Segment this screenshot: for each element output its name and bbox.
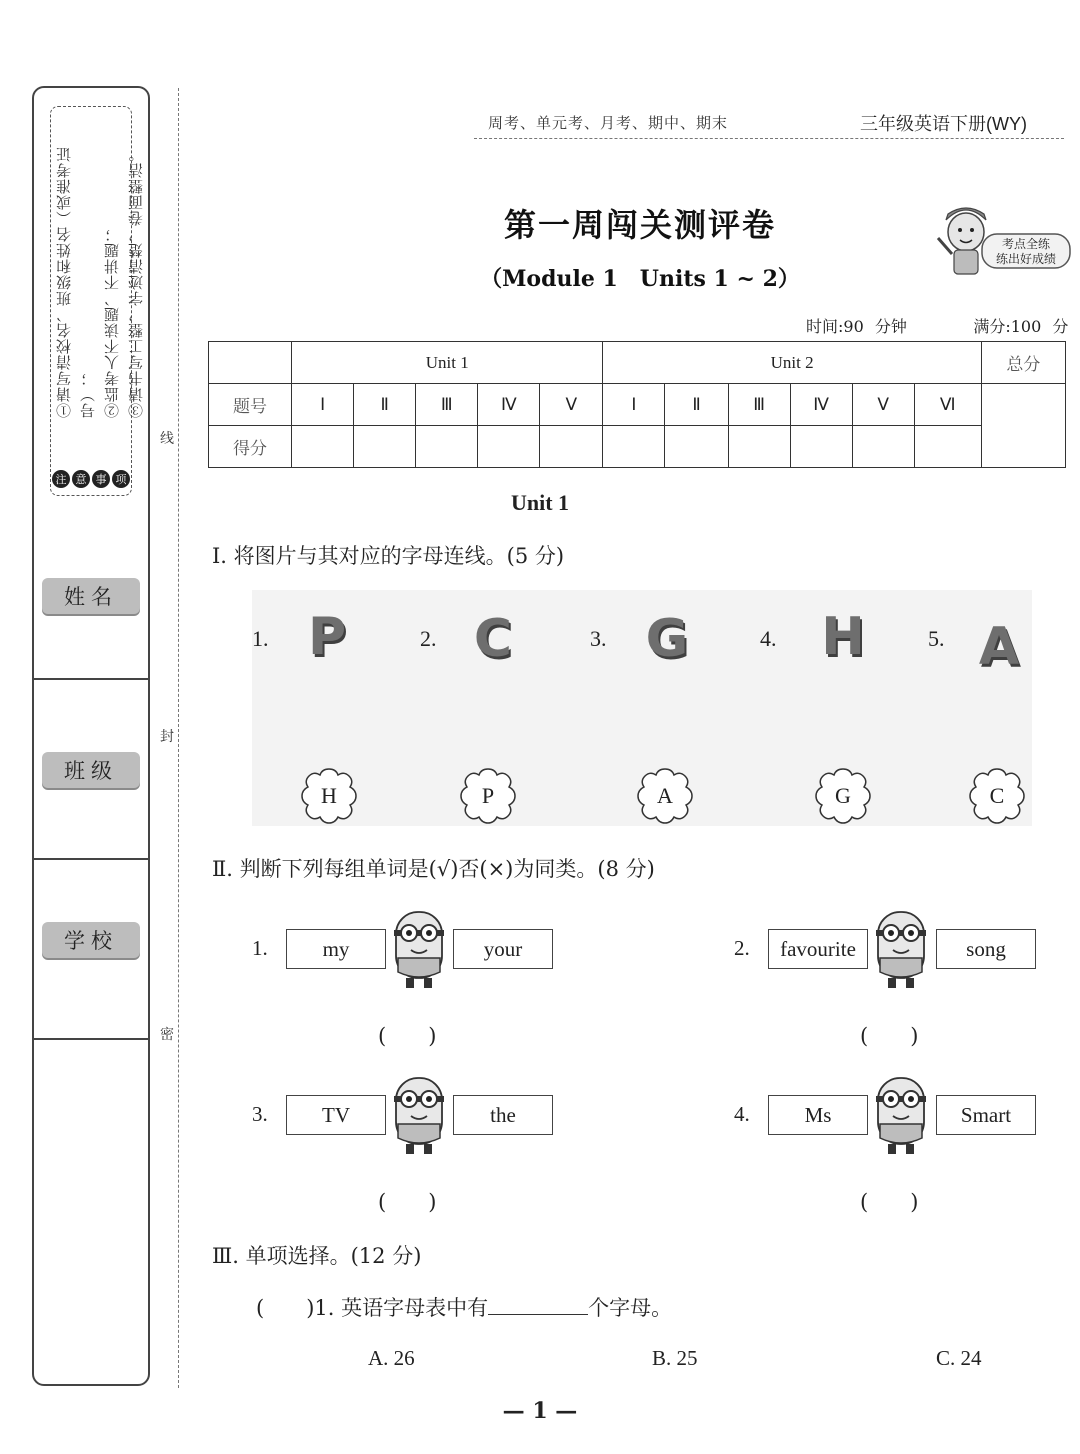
picture-letter-a: A bbox=[978, 617, 1020, 677]
divider bbox=[33, 1038, 149, 1040]
letter-option[interactable]: C bbox=[989, 783, 1005, 808]
name-field-label[interactable]: 姓名 bbox=[42, 578, 140, 614]
question-1-prefix: ( )1. 英语字母表中有 bbox=[256, 1296, 489, 1320]
picture-number: 2. bbox=[420, 626, 437, 651]
score-cell[interactable] bbox=[852, 426, 914, 468]
school-field-label[interactable]: 学校 bbox=[42, 922, 140, 958]
picture-number: 5. bbox=[928, 626, 945, 651]
book-name: 三年级英语下册(WY) bbox=[860, 114, 1027, 134]
picture-number: 4. bbox=[760, 626, 777, 651]
minion-icon bbox=[386, 1072, 452, 1158]
table-header-unit2: Unit 2 bbox=[603, 342, 981, 384]
score-cell[interactable] bbox=[914, 426, 981, 468]
score-cell[interactable] bbox=[665, 426, 728, 468]
cut-mark-seal: 封 bbox=[160, 729, 174, 745]
exam-meta bbox=[806, 314, 1068, 337]
letter-option[interactable]: A bbox=[657, 783, 673, 808]
unit1-question-number: Ⅱ bbox=[354, 384, 416, 426]
notice-text bbox=[52, 118, 145, 418]
minion-icon bbox=[386, 906, 452, 992]
letter-option[interactable]: H bbox=[321, 783, 337, 808]
table-header-total: 总分 bbox=[981, 342, 1065, 384]
unit2-question-number: Ⅱ bbox=[665, 384, 728, 426]
picture-letter-c: C bbox=[473, 609, 513, 669]
unit1-question-number: Ⅴ bbox=[540, 384, 603, 426]
exam-full-score: 满分:100 分 bbox=[973, 317, 1069, 336]
score-cell[interactable] bbox=[416, 426, 478, 468]
exam-time: 时间:90 分钟 bbox=[806, 317, 907, 336]
minion-icon bbox=[868, 1072, 934, 1158]
picture-letter-g: G bbox=[645, 609, 689, 669]
picture-letter-h: H bbox=[821, 607, 865, 667]
answer-parentheses[interactable]: ( ) bbox=[378, 1190, 437, 1214]
option-a[interactable]: A. 26 bbox=[368, 1346, 415, 1370]
mascot-logo bbox=[924, 198, 1074, 280]
unit1-question-number: Ⅲ bbox=[416, 384, 478, 426]
notice-heading-char: 事 bbox=[92, 470, 110, 488]
picture-letter-p: P bbox=[307, 607, 347, 667]
answer-parentheses[interactable]: ( ) bbox=[860, 1190, 919, 1214]
cut-mark-line: 线 bbox=[160, 431, 174, 447]
score-cell[interactable] bbox=[540, 426, 603, 468]
notice-heading-char: 项 bbox=[112, 470, 130, 488]
divider bbox=[33, 678, 149, 680]
score-cell[interactable] bbox=[790, 426, 852, 468]
score-cell[interactable] bbox=[354, 426, 416, 468]
unit2-question-number: Ⅴ bbox=[852, 384, 914, 426]
option-c[interactable]: C. 24 bbox=[936, 1346, 982, 1370]
page-number: — 1 — bbox=[502, 1398, 578, 1424]
word-box: song bbox=[936, 929, 1036, 969]
picture-number: 1. bbox=[252, 626, 269, 651]
part3-title: Ⅲ. 单项选择。(12 分) bbox=[212, 1244, 422, 1268]
item-number: 1. bbox=[252, 936, 268, 960]
word-box: Ms bbox=[768, 1095, 868, 1135]
page-subtitle: （Module 1 Units 1 ~ 2） bbox=[480, 266, 800, 292]
answer-blank[interactable] bbox=[488, 1296, 588, 1315]
part1-title: Ⅰ. 将图片与其对应的字母连线。(5 分) bbox=[212, 544, 565, 568]
mascot-caption-1: 考点全练 bbox=[1001, 237, 1051, 251]
word-box: Smart bbox=[936, 1095, 1036, 1135]
unit1-question-number: Ⅳ bbox=[478, 384, 540, 426]
item-number: 3. bbox=[252, 1102, 268, 1126]
part2-title: Ⅱ. 判断下列每组单词是(√)否(×)为同类。(8 分) bbox=[212, 857, 655, 881]
cut-line bbox=[178, 88, 179, 1388]
header-rule bbox=[474, 138, 1064, 139]
answer-parentheses[interactable]: ( ) bbox=[378, 1024, 437, 1048]
notice-item-3: ③请书写工整，字迹清楚，卷面整洁。 bbox=[127, 146, 145, 418]
unit1-question-number: Ⅰ bbox=[292, 384, 354, 426]
unit2-question-number: Ⅰ bbox=[603, 384, 665, 426]
row-label-question: 题号 bbox=[209, 384, 292, 426]
score-cell[interactable] bbox=[292, 426, 354, 468]
letter-option[interactable]: P bbox=[481, 783, 495, 808]
unit2-question-number: Ⅲ bbox=[728, 384, 790, 426]
class-field-label[interactable]: 班级 bbox=[42, 752, 140, 788]
word-box: favourite bbox=[768, 929, 868, 969]
item-number: 4. bbox=[734, 1102, 750, 1126]
item-number: 2. bbox=[734, 936, 750, 960]
row-label-score: 得分 bbox=[209, 426, 292, 468]
unit2-question-number: Ⅳ bbox=[790, 384, 852, 426]
table-corner bbox=[209, 342, 292, 384]
mascot-caption-2: 练出好成绩 bbox=[995, 252, 1057, 266]
notice-heading-char: 注 bbox=[52, 470, 70, 488]
letter-option[interactable]: G bbox=[835, 783, 851, 808]
notice-item-2: ②监考人不读题、不讲题； bbox=[103, 226, 121, 418]
word-box: my bbox=[286, 929, 386, 969]
score-cell[interactable] bbox=[478, 426, 540, 468]
word-box: TV bbox=[286, 1095, 386, 1135]
divider bbox=[33, 858, 149, 860]
exam-types: 周考、单元考、月考、期中、期末 bbox=[488, 114, 729, 132]
answer-parentheses[interactable]: ( ) bbox=[860, 1024, 919, 1048]
score-cell[interactable] bbox=[728, 426, 790, 468]
section-title: Unit 1 bbox=[510, 490, 570, 515]
notice-item-1: ①请写清校名、班级和姓名（或准考证号）； bbox=[55, 146, 97, 418]
notice-heading-char: 意 bbox=[72, 470, 90, 488]
page-title: 第一周闯关测评卷 bbox=[503, 206, 776, 244]
minion-icon bbox=[868, 906, 934, 992]
word-box: your bbox=[453, 929, 553, 969]
total-score-cell[interactable] bbox=[981, 384, 1065, 468]
table-header-unit1: Unit 1 bbox=[292, 342, 603, 384]
picture-number: 3. bbox=[590, 626, 607, 651]
score-table bbox=[208, 341, 1066, 468]
question-1-suffix: 个字母。 bbox=[588, 1296, 673, 1320]
word-box: the bbox=[453, 1095, 553, 1135]
option-b[interactable]: B. 25 bbox=[652, 1346, 698, 1370]
question-1 bbox=[256, 1292, 672, 1322]
score-cell[interactable] bbox=[603, 426, 665, 468]
cut-mark-secret: 密 bbox=[160, 1027, 174, 1043]
unit2-question-number: Ⅵ bbox=[914, 384, 981, 426]
